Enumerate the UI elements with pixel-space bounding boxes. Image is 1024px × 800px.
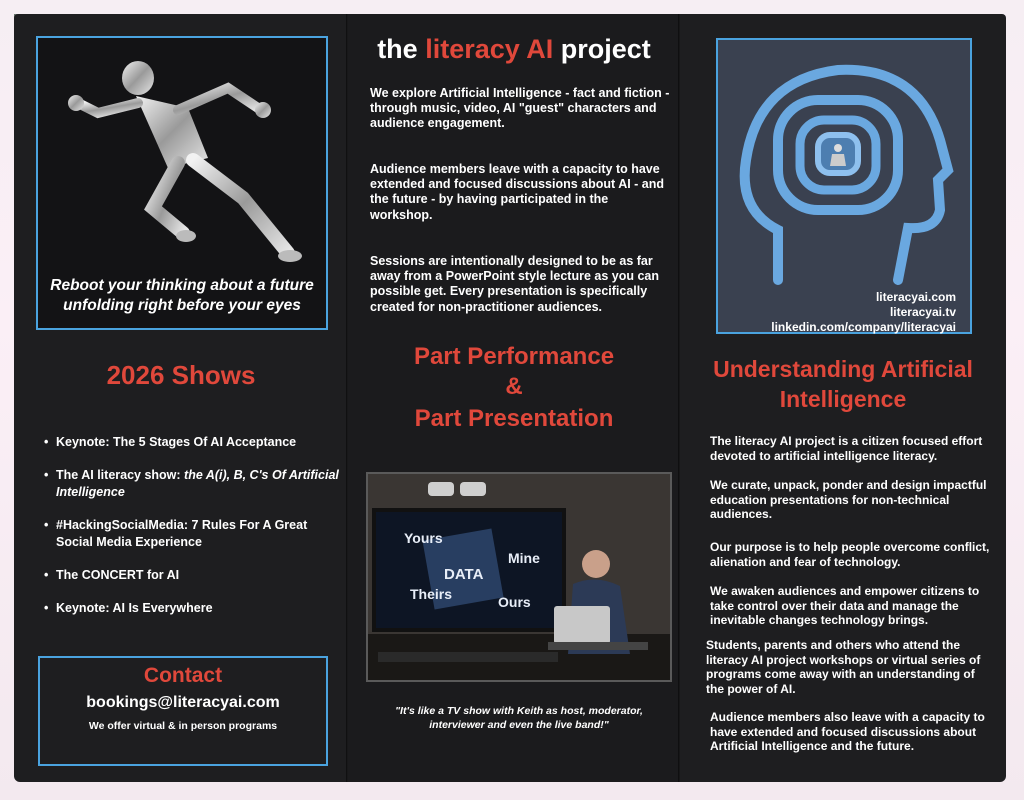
understanding-heading	[680, 354, 1006, 414]
screen-word-ours: Ours	[498, 594, 531, 610]
show-text: The AI literacy show:	[56, 468, 185, 482]
testimonial-quote	[366, 704, 672, 732]
show-item	[44, 517, 344, 551]
quote-line-1: "It's like a TV show with Keith as host, moderator,	[395, 705, 643, 717]
tagline-line-2: unfolding right before your eyes	[63, 297, 301, 314]
presenter-photo	[366, 472, 672, 682]
title-pre: the	[377, 34, 426, 64]
understanding-heading-line-1: Understanding Artificial	[713, 356, 973, 382]
head-logo-frame	[716, 38, 972, 334]
shows-list	[44, 434, 344, 633]
understanding-heading-line-2: Intelligence	[779, 386, 907, 412]
show-item	[44, 467, 344, 501]
website-link[interactable]: literacyai.com	[875, 290, 956, 304]
subheading-line-2: Part Presentation	[414, 405, 614, 432]
right-panel	[680, 14, 1006, 782]
show-text: Keynote: AI Is Everywhere	[56, 601, 213, 615]
web-links	[771, 290, 956, 335]
robot-image-frame	[36, 36, 328, 330]
show-text: Keynote: The 5 Stages Of AI Acceptance	[56, 435, 297, 449]
subheading-line-1: Part Performance	[413, 343, 615, 370]
empower-paragraph: We awaken audiences and empower citizens to take control over their data and manage the inevitable changes technology brings.	[710, 584, 980, 628]
screen-word-theirs: Theirs	[410, 586, 453, 602]
tv-link[interactable]: literacyai.tv	[889, 305, 956, 319]
show-text: #HackingSocialMedia: 7 Rules For A Great Social Media Experience	[56, 518, 308, 549]
middle-panel	[348, 14, 680, 782]
contact-note: We offer virtual & in person programs	[88, 720, 278, 732]
shows-heading: 2026 Shows	[106, 360, 256, 390]
show-text: The CONCERT for AI	[56, 568, 180, 582]
intro-paragraph: We explore Artificial Intelligence - fact and fiction - through music, video, AI "guest" characters and audience engagement.	[370, 86, 670, 131]
mission-paragraph: The literacy AI project is a citizen focused effort devoted to artificial intelligence literacy.	[710, 434, 983, 463]
running-robot-image	[58, 48, 308, 268]
title-accent: literacy AI	[425, 34, 554, 64]
subheading-ampersand: &	[505, 373, 523, 400]
tagline-line-1: Reboot your thinking about a future	[50, 277, 314, 294]
purpose-paragraph: Our purpose is to help people overcome conflict, alienation and fear of technology.	[710, 540, 990, 569]
show-item	[44, 434, 344, 451]
project-title	[348, 34, 680, 65]
presenter-photo-image	[368, 474, 672, 682]
show-subtitle: the A(i), B, C's Of Artificial Intelligence	[56, 468, 339, 499]
tagline	[38, 276, 326, 316]
students-paragraph: Students, parents and others who attend the literacy AI project workshops or virtual series of programs come away with an understanding of the power of AI.	[706, 638, 981, 696]
curate-paragraph: We curate, unpack, ponder and design impactful education presentations for non-technical audiences.	[710, 478, 987, 522]
screen-word-mine: Mine	[508, 550, 540, 566]
screen-word-data: DATA	[444, 566, 484, 583]
show-item	[44, 600, 344, 617]
contact-box	[38, 656, 328, 766]
linkedin-link[interactable]: linkedin.com/company/literacyai	[771, 320, 956, 334]
outcome-paragraph: Audience members leave with a capacity to have extended and focused discussions about AI - and the future - by having participated in the workshop.	[370, 162, 665, 222]
sessions-paragraph: Sessions are intentionally designed to be as far away from a PowerPoint style lecture as you can possible get. Every presentation is specifically created for non-practitioner audiences.	[370, 254, 659, 314]
contact-heading: Contact	[143, 664, 223, 687]
contact-email-link[interactable]: bookings@literacyai.com	[86, 694, 280, 711]
show-item	[44, 567, 344, 584]
capacity-paragraph: Audience members also leave with a capacity to have extended and focused discussions about Artificial Intelligence and the future.	[710, 710, 985, 754]
title-post: project	[553, 34, 651, 64]
left-panel	[14, 14, 348, 782]
screen-word-yours: Yours	[404, 530, 443, 546]
quote-line-2: interviewer and even the live band!"	[429, 719, 609, 731]
